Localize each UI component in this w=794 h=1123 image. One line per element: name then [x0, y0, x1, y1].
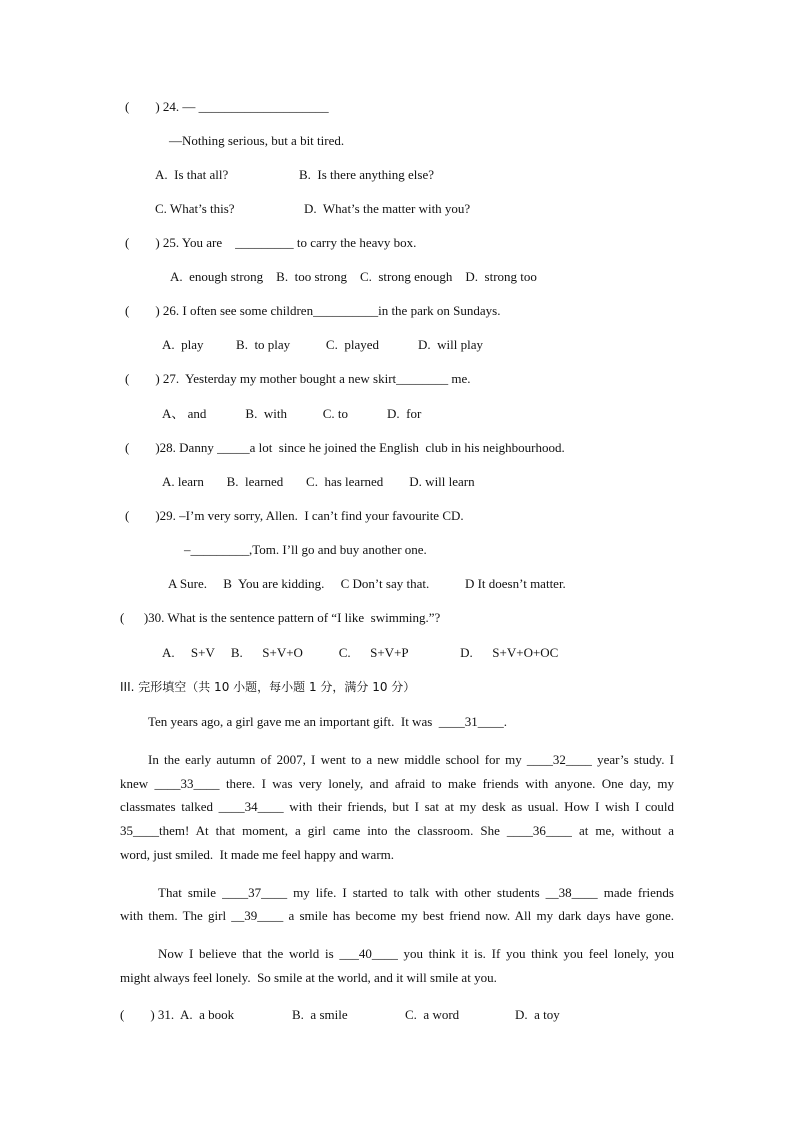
q24-reply: —Nothing serious, but a bit tired. [169, 133, 345, 148]
q24-option-a: A. Is that all? [155, 167, 229, 182]
passage-para-2-line-4: 35____them! At that moment, a girl came into the classroom. She ____36____ at me, without a [120, 823, 674, 838]
q29-stem: ( )29. –I’m very sorry, Allen. I can’t find your favourite CD. [125, 508, 464, 523]
q31-option-b: B. a smile [292, 1007, 348, 1022]
passage-para-3-line-1: That smile ____37____ my life. I started to talk with other students __38____ made friends [158, 885, 674, 900]
q27-stem: ( ) 27. Yesterday my mother bought a new skirt________ me. [125, 371, 471, 386]
q29-reply: –_________,Tom. I’ll go and buy another one. [184, 542, 427, 557]
passage-para-4-line-2: might always feel lonely. So smile at the world, and it will smile at you. [120, 970, 497, 985]
q31-option-c: C. a word [405, 1007, 460, 1022]
q27-options: A、 and B. with C. to D. for [162, 406, 422, 421]
q24-option-d: D. What’s the matter with you? [304, 201, 471, 216]
q30-options: A. S+V B. S+V+O C. S+V+P D. S+V+O+OC [162, 645, 559, 660]
passage-para-2-line-5: word, just smiled. It made me feel happy and warm. [120, 847, 395, 862]
q25-stem: ( ) 25. You are _________ to carry the heavy box. [125, 235, 417, 250]
q25-options: A. enough strong B. too strong C. strong enough D. strong too [170, 269, 537, 284]
q31-option-d: D. a toy [515, 1007, 560, 1022]
section-heading: III. 完形填空（共 10 小题，每小题 1 分，满分 10 分） [120, 680, 416, 694]
passage-para-2-line-1: In the early autumn of 2007, I went to a new middle school for my ____32____ year’s study. I [148, 752, 674, 767]
q26-options: A. play B. to play C. played D. will play [162, 337, 484, 352]
q29-options: A Sure. B You are kidding. C Don’t say that. D It doesn’t matter. [168, 576, 566, 591]
passage-para-3-line-2: with them. The girl __39____ a smile has become my best friend now. All my dark days have gone. [120, 908, 674, 923]
passage-para-2-line-3: classmates talked ____34____ with their friends, but I sat at my desk as usual. How I wish I could [120, 799, 674, 814]
q24-stem: ( ) 24. — ____________________ [125, 99, 329, 114]
passage-para-4-line-1: Now I believe that the world is ___40____ you think it is. If you think you feel lonely, you [158, 946, 674, 961]
q26-stem: ( ) 26. I often see some children__________in the park on Sundays. [125, 303, 501, 318]
q30-stem: ( )30. What is the sentence pattern of “I like swimming.”? [120, 610, 441, 625]
q28-stem: ( )28. Danny _____a lot since he joined the English club in his neighbourhood. [125, 440, 565, 455]
q24-option-c: C. What’s this? [155, 201, 235, 216]
q24-option-b: B. Is there anything else? [299, 167, 435, 182]
passage-para-1: Ten years ago, a girl gave me an important gift. It was ____31____. [148, 714, 508, 729]
q31-stem: ( ) 31. A. a book [120, 1007, 235, 1022]
passage-para-2-line-2: knew ____33____ there. I was very lonely, and afraid to make friends with anyone. One day, my [120, 776, 674, 791]
q28-options: A. learn B. learned C. has learned D. will learn [162, 474, 475, 489]
